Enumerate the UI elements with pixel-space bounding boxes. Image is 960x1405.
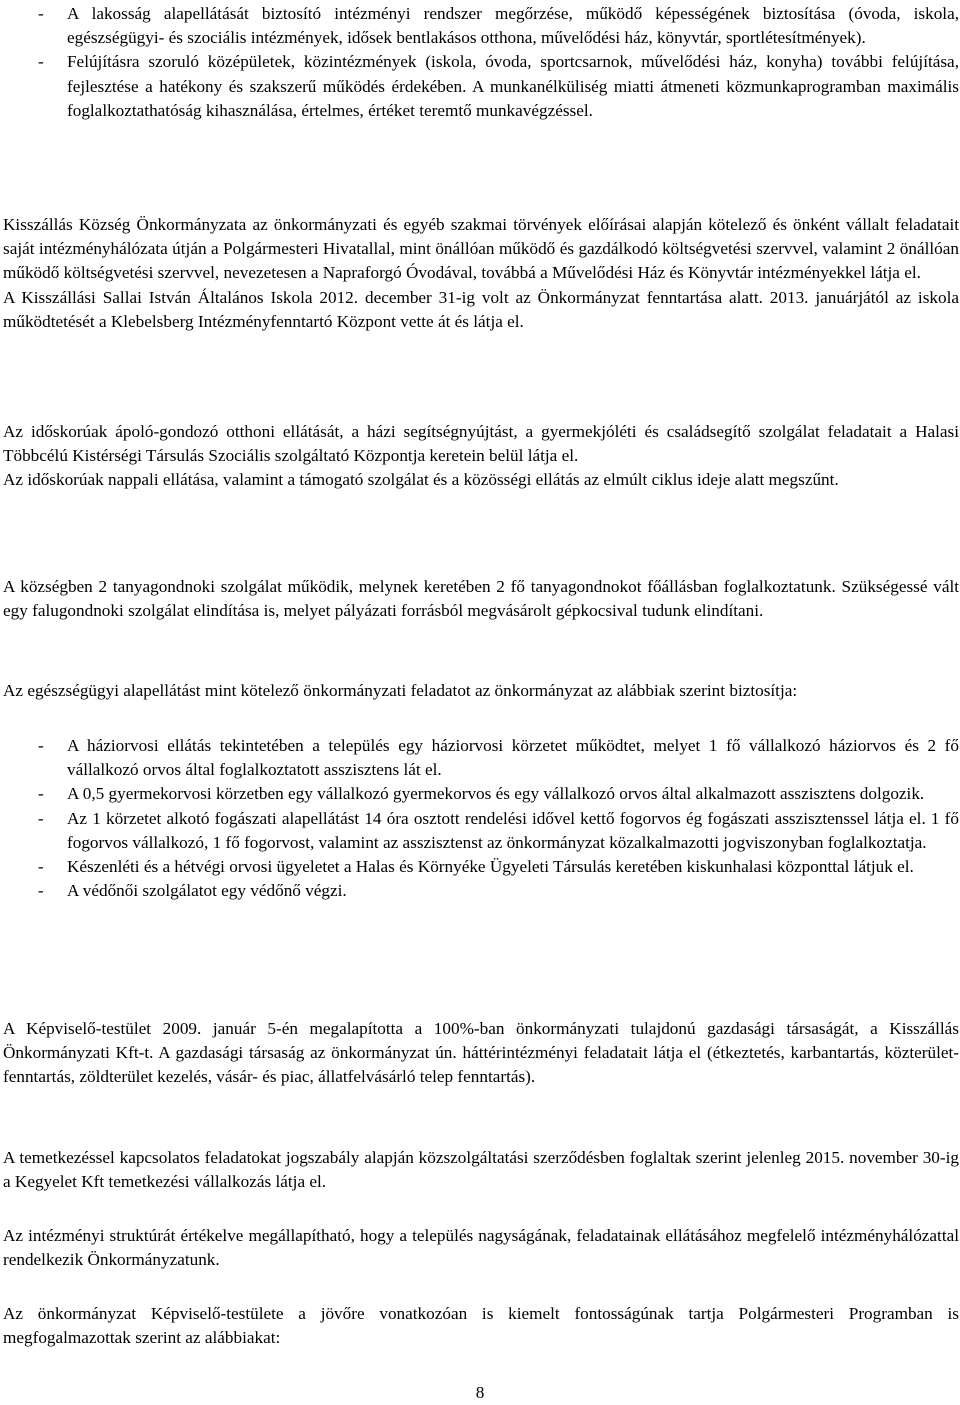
paragraph: Az időskorúak ápoló-gondozó otthoni ellátását, a házi segítségnyújtást, a gyermekjóléti és családsegítő szolgálat feladatait a Halasi Többcélú Kistérségi Társulás Szociális szolgáltató Központja keretein belül látja el. [3, 422, 959, 466]
list-dash: - [38, 881, 44, 901]
list-item [3, 855, 959, 879]
list-item-text: A 0,5 gyermekorvosi körzetben egy vállalkozó gyermekorvos és egy vállalkozó orvos által alkalmazott asszisztens dolgozik. [67, 784, 925, 804]
list-item [3, 50, 959, 123]
list-item-text: A háziorvosi ellátás tekintetében a település egy háziorvosi körzetet működtet, melyet 1 fő vállalkozó háziorvos és 2 fő vállalkozó orvos által foglalkoztatott asszisztens lát el. [67, 736, 959, 780]
list-dash: - [38, 52, 44, 72]
paragraph-program-intro: Az önkormányzat Képviselő-testülete a jövőre vonatkozóan is kiemelt fontosságúnak tartja Polgármesteri Programban is megfogalmazottak szerint az alábbiakat: [3, 1304, 959, 1348]
goals-list [3, 2, 959, 123]
paragraph-funeral-services: A temetkezéssel kapcsolatos feladatokat jogszabály alapján közszolgáltatási szerződésben foglaltak szerint jelenleg 2015. november 30-ig a Kegyelet Kft temetkezési vállalkozás látja el. [3, 1148, 959, 1192]
paragraph-institutional-structure: Az intézményi struktúrát értékelve megállapítható, hogy a település nagyságának, feladatainak ellátásához megfelelő intézményhálózattal rendelkezik Önkormányzatunk. [3, 1226, 959, 1270]
list-dash: - [38, 808, 44, 828]
list-dash: - [38, 4, 44, 23]
list-item-text: Felújításra szoruló középületek, közintézmények (iskola, óvoda, sportcsarnok, művelődési ház, konyha) további felújítása, fejlesztése a hatékony és szakszerű működés érdekében. A munkanélküliség miatti átmeneti közmunkaprogramban maximális foglalkoztathatóság kihasználása, értelmes, értéket teremtő munkavégzéssel. [67, 52, 959, 120]
paragraph-institutions [3, 213, 959, 334]
list-item-text: A védőnői szolgálatot egy védőnő végzi. [67, 881, 347, 901]
paragraph-municipal-company: A Képviselő-testület 2009. január 5-én megalapította a 100%-ban önkormányzati tulajdonú gazdasági társaságát, a Kisszállás Önkormányzati Kft-t. A gazdasági társaság az önkormányzat ún. háttérintézményi feladatait látja el (étkeztetés, karbantartás, közterület-fenntartás, zöldterület kezelés, vásár- és piac, állatfelvásárló telep fenntartás). [3, 1019, 959, 1087]
paragraph-farmstead-service: A községben 2 tanyagondnoki szolgálat működik, melynek keretében 2 fő tanyagondnokot főállásban foglalkoztatunk. Szükségessé vált egy falugondnoki szolgálat elindítása is, melyet pályázati forrásból megvásárolt gépkocsival tudunk elindítani. [3, 577, 959, 621]
list-dash: - [38, 857, 44, 877]
paragraph: Az időskorúak nappali ellátása, valamint a támogató szolgálat és a közösségi ellátás az elmúlt ciklus ideje alatt megszűnt. [3, 470, 839, 490]
paragraph: A Kisszállási Sallai István Általános Iskola 2012. december 31-ig volt az Önkormányzat fenntartása alatt. 2013. januárjától az iskola működtetését a Klebelsberg Intézményfenntartó Központ vette át és látja el. [3, 287, 959, 331]
health-care-list [3, 734, 959, 903]
list-item [3, 2, 959, 50]
paragraph-health-intro: Az egészségügyi alapellátást mint kötelező önkormányzati feladatot az önkormányzat az alábbiak szerint biztosítja: [3, 681, 798, 700]
list-item-text: A lakosság alapellátását biztosító intézményi rendszer megőrzése, működő képességének biztosítása (óvoda, iskola, egészségügyi- és szociális intézmények, idősek bentlakásos otthona, művelődési ház, könyvtár, sportlétesítmények). [67, 4, 959, 48]
list-item [3, 879, 959, 903]
list-item [3, 782, 959, 806]
list-dash: - [38, 736, 44, 755]
list-item [3, 734, 959, 782]
paragraph-elderly-care [3, 420, 959, 493]
list-item-text: Az 1 körzetet alkotó fogászati alapellátást 14 óra osztott rendelési idővel kettő fogorvos ég fogászati asszisztenssel látja el. 1 fő fogorvos vállalkozó, 1 fő fogorvost, valamint az asszisztenst az önkormányzat közalkalmazotti jogviszonyban foglalkoztatja. [67, 808, 959, 852]
list-item [3, 807, 959, 855]
list-item-text: Készenléti és a hétvégi orvosi ügyeletet a Halas és Környéke Ügyeleti Társulás keretében kiskunhalasi központtal látjuk el. [67, 857, 914, 877]
page-number: 8 [475, 1383, 485, 1402]
paragraph: Kisszállás Község Önkormányzata az önkormányzati és egyéb szakmai törvények előírásai alapján kötelező és önként vállalt feladatait saját intézményhálózata útján a Polgármesteri Hivatallal, mint önállóan működő és gazdálkodó költségvetési szervvel, valamint 2 önállóan működő költségvetési szervvel, nevezetesen a Napraforgó Óvodával, továbbá a Művelődési Ház és Könyvtár intézményekkel látja el. [3, 215, 959, 283]
list-dash: - [38, 784, 44, 804]
